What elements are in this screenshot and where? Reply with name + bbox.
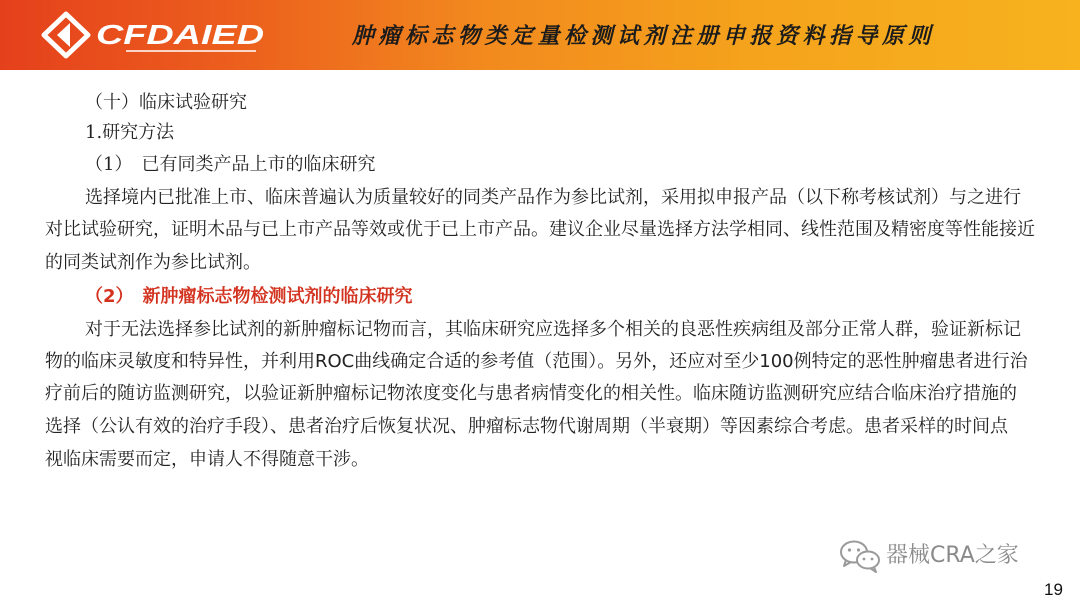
cfdaied-logo xyxy=(40,9,272,61)
item2-line: 选择（公认有效的治疗手段）、患者治疗后恢复状况、肿瘤标志物代谢周期（半衰期）等因素综合考虑。患者采样的时间点 xyxy=(45,416,1008,437)
item2-line: 物的临床灵敏度和特异性，并利用ROC曲线确定合适的参考值（范围）。另外，还应对至少100例特定的恶性肿瘤患者进行治 xyxy=(45,351,1028,372)
item1-line: 选择境内已批准上市、临床普遍认为质量较好的同类产品作为参比试剂，采用拟申报产品（以下称考核试剂）与之进行 xyxy=(85,187,1021,208)
item2-line: 疗前后的随访监测研究，以验证新肿瘤标记物浓度变化与患者病情变化的相关性。临床随访监测研究应结合临床治疗措施的 xyxy=(45,383,1017,404)
section-heading: （十）临床试验研究 xyxy=(85,92,247,113)
wechat-icon xyxy=(838,538,882,574)
subheading: 1.研究方法 xyxy=(85,122,175,143)
watermark-text: 器械CRA之家 xyxy=(886,543,1019,568)
slide-title: 肿瘤标志物类定量检测试剂注册申报资料指导原则 xyxy=(352,23,936,49)
item2-line: 对于无法选择参比试剂的新肿瘤标记物而言，其临床研究应选择多个相关的良恶性疾病组及部分正常人群，验证新标记 xyxy=(85,319,1021,340)
item2-heading: （2） 新肿瘤标志物检测试剂的临床研究 xyxy=(85,286,413,307)
item1-heading: （1） 已有同类产品上市的临床研究 xyxy=(85,154,376,175)
item1-line: 的同类试剂作为参比试剂。 xyxy=(45,252,261,273)
item2-line: 视临床需要而定，申请人不得随意干涉。 xyxy=(45,449,369,470)
logo-text: CFDAIED xyxy=(96,19,264,50)
item1-line: 对比试验研究，证明木品与已上市产品等效或优于已上市产品。建议企业尽量选择方法学相同、线性范围及精密度等性能接近 xyxy=(45,219,1035,240)
page-number: 19 xyxy=(1044,580,1063,599)
header-bar xyxy=(0,0,1080,70)
